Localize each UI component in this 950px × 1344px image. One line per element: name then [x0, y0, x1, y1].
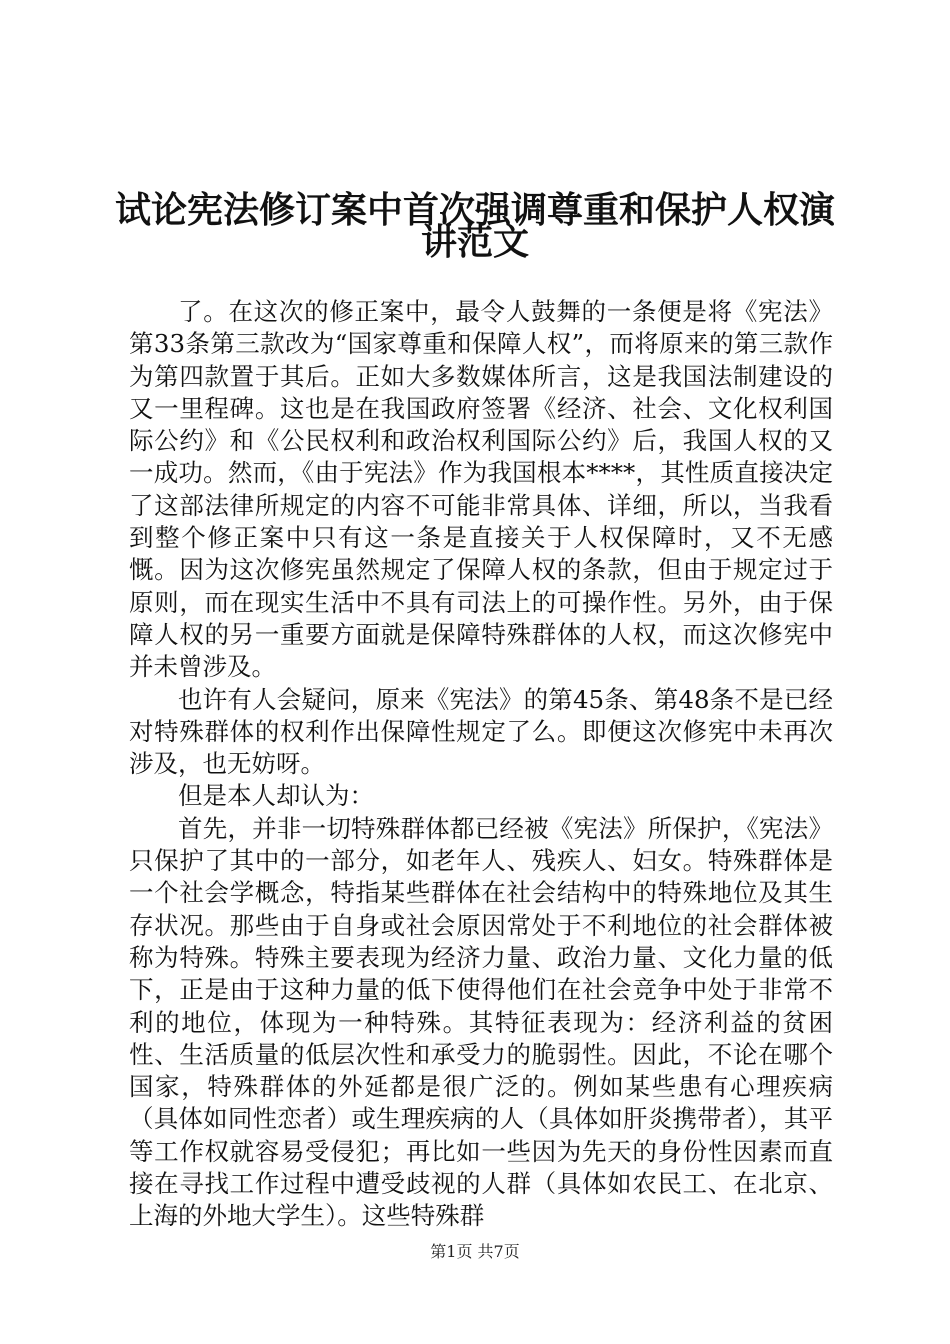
paragraph-2: 也许有人会疑问，原来《宪法》的第45条、第48条不是已经对特殊群体的权利作出保障性规定了么。即便这次修宪中未再次涉及，也无妨呀。 — [129, 684, 833, 779]
paragraph-3: 但是本人却认为： — [178, 781, 374, 811]
document-body — [129, 296, 833, 1233]
document-title-line-1: 试论宪法修订案中首次强调尊重和保护人权演 — [114, 189, 835, 231]
document-title-line-2: 讲范文 — [420, 221, 529, 263]
paragraph-1: 了。在这次的修正案中，最令人鼓舞的一条便是将《宪法》第33条第三款改为“国家尊重和保障人权”，而将原来的第三款作为第四款置于其后。正如大多数媒体所言，这是我国法制建设的又一里程碑。这也是在我国政府签署《经济、社会、文化权利国际公约》和《公民权利和政治权利国际公约》后，我国人权的又一成功。然而，《由于宪法》作为我国根本****，其性质直接决定了这部法律所规定的内容不可能非常具体、详细，所以，当我看到整个修正案中只有这一条是直接关于人权保障时，又不无感慨。因为这次修宪虽然规定了保障人权的条款，但由于规定过于原则，而在现实生活中不具有司法上的可操作性。另外，由于保障人权的另一重要方面就是保障特殊群体的人权，而这次修宪中并未曾涉及。 — [129, 297, 833, 682]
paragraph-4: 首先，并非一切特殊群体都已经被《宪法》所保护，《宪法》只保护了其中的一部分，如老年人、残疾人、妇女。特殊群体是一个社会学概念，特指某些群体在社会结构中的特殊地位及其生存状况。那些由于自身或社会原因常处于不利地位的社会群体被称为特殊。特殊主要表现为经济力量、政治力量、文化力量的低下，正是由于这种力量的低下使得他们在社会竞争中处于非常不利的地位，体现为一种特殊。其特征表现为：经济利益的贫困性、生活质量的低层次性和承受力的脆弱性。因此，不论在哪个国家，特殊群体的外延都是很广泛的。例如某些患有心理疾病（具体如同性恋者）或生理疾病的人（具体如肝炎携带者），其平等工作权就容易受侵犯；再比如一些因为先天的身份性因素而直接在寻找工作过程中遭受歧视的人群（具体如农民工、在北京、上海的外地大学生）。这些特殊群 — [129, 813, 833, 1231]
page-number-footer: 第1页 共7页 — [430, 1242, 520, 1261]
